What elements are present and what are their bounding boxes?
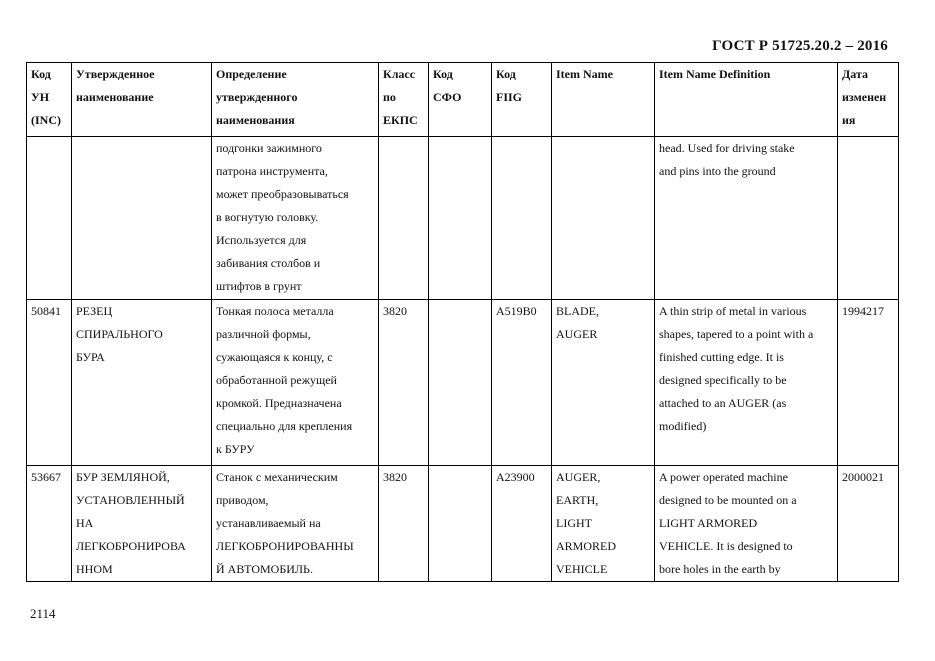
cell-class [379, 137, 429, 300]
table-row [27, 466, 899, 582]
column-header-class: Класс по ЕКПС [379, 63, 429, 137]
cell-fiig: A23900 [492, 466, 552, 582]
cell-inc: 50841 [27, 300, 72, 466]
cell-sfo [429, 300, 492, 466]
cell-approved-name: РЕЗЕЦ СПИРАЛЬНОГО БУРА [72, 300, 212, 466]
cell-definition: подгонки зажимного патрона инструмента, может преобразовываться в вогнутую головку. Используется для забивания столбов и штифтов в грунт [212, 137, 379, 300]
cell-sfo [429, 137, 492, 300]
cell-approved-name: БУР ЗЕМЛЯНОЙ, УСТАНОВЛЕННЫЙ НА ЛЕГКОБРОНИРОВА ННОМ [72, 466, 212, 582]
cell-fiig: A519B0 [492, 300, 552, 466]
cell-item-definition: A thin strip of metal in various shapes, tapered to a point with a finished cutting edge. It is designed specifically to be attached to an AUGER (as modified) [655, 300, 838, 466]
cell-item-definition: A power operated machine designed to be mounted on a LIGHT ARMORED VEHICLE. It is designed to bore holes in the earth by [655, 466, 838, 582]
cell-item-name [552, 137, 655, 300]
cell-class: 3820 [379, 466, 429, 582]
cell-class: 3820 [379, 300, 429, 466]
cell-date: 2000021 [838, 466, 899, 582]
cell-definition: Тонкая полоса металла различной формы, сужающаяся к концу, с обработанной режущей кромкой. Предназначена специально для крепления к БУРУ [212, 300, 379, 466]
column-header-definition: Определение утвержденного наименования [212, 63, 379, 137]
cell-date: 1994217 [838, 300, 899, 466]
cell-fiig [492, 137, 552, 300]
column-header-item-name: Item Name [552, 63, 655, 137]
table-header-row [27, 63, 899, 137]
column-header-date: Дата изменен ия [838, 63, 899, 137]
column-header-item-definition: Item Name Definition [655, 63, 838, 137]
cell-inc [27, 137, 72, 300]
column-header-sfo: Код СФО [429, 63, 492, 137]
cell-inc: 53667 [27, 466, 72, 582]
cell-approved-name [72, 137, 212, 300]
nomenclature-table [26, 62, 899, 582]
table-row [27, 300, 899, 466]
cell-sfo [429, 466, 492, 582]
cell-item-name: BLADE, AUGER [552, 300, 655, 466]
column-header-fiig: Код FIIG [492, 63, 552, 137]
cell-item-name: AUGER, EARTH, LIGHT ARMORED VEHICLE [552, 466, 655, 582]
standard-designation: ГОСТ Р 51725.20.2 – 2016 [712, 38, 888, 54]
cell-item-definition: head. Used for driving stake and pins into the ground [655, 137, 838, 300]
cell-definition: Станок с механическим приводом, устанавливаемый на ЛЕГКОБРОНИРОВАННЫ Й АВТОМОБИЛЬ. [212, 466, 379, 582]
page-number: 2114 [30, 606, 56, 621]
column-header-approved-name: Утвержденное наименование [72, 63, 212, 137]
column-header-inc: Код УН (INC) [27, 63, 72, 137]
cell-date [838, 137, 899, 300]
table-row [27, 137, 899, 300]
